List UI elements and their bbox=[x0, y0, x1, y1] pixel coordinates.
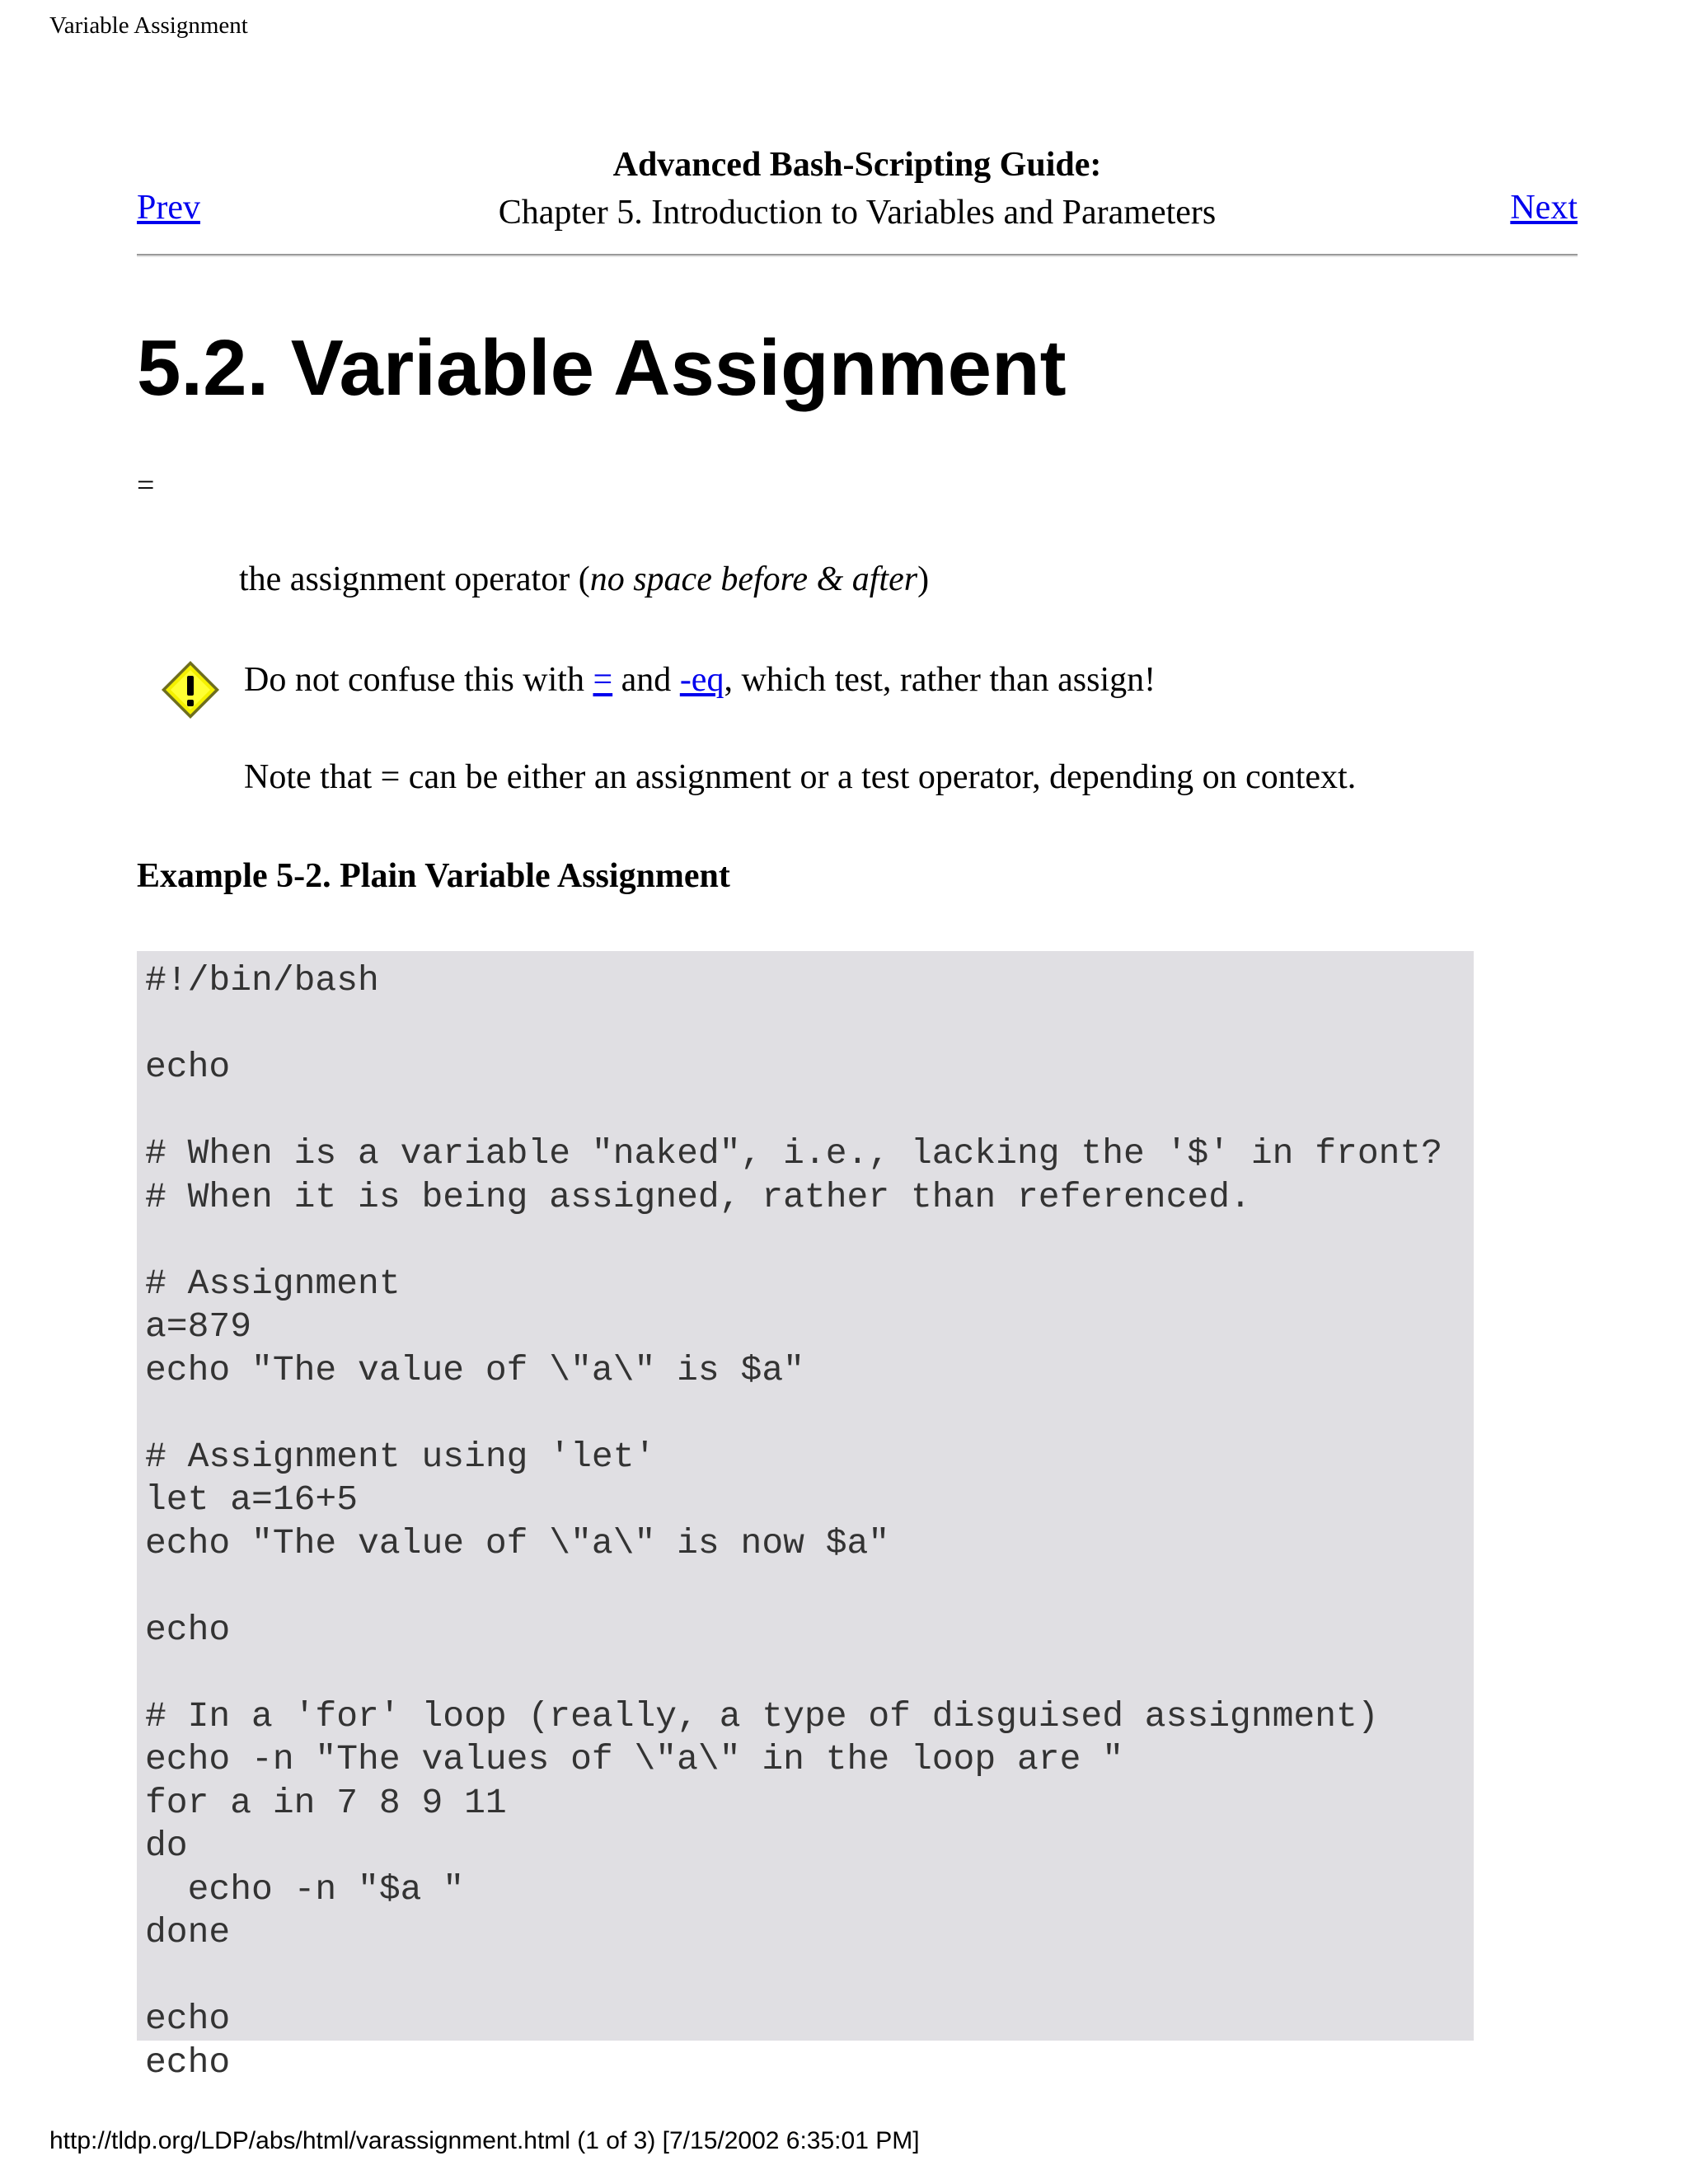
page-header-title: Variable Assignment bbox=[49, 12, 248, 39]
code-line: # When it is being assigned, rather than referenced. bbox=[145, 1176, 1251, 1217]
guide-title: Advanced Bash-Scripting Guide: bbox=[612, 146, 1102, 184]
definition-text-before: the assignment operator ( bbox=[239, 560, 590, 598]
caution-text bbox=[244, 658, 1156, 702]
code-line bbox=[145, 1565, 1474, 1609]
caution-text-3: , which test, rather than assign! bbox=[724, 661, 1156, 699]
code-line bbox=[145, 1652, 1474, 1695]
page-footer: http://tldp.org/LDP/abs/html/varassignment.html (1 of 3) [7/15/2002 6:35:01 PM] bbox=[49, 2127, 920, 2154]
definition-text-italic: no space before & after bbox=[589, 560, 918, 598]
code-line: echo -n "$a " bbox=[145, 1868, 465, 1910]
example-title: Example 5-2. Plain Variable Assignment bbox=[137, 857, 730, 895]
section-title: 5.2. Variable Assignment bbox=[137, 324, 1067, 412]
code-line: # Assignment using 'let' bbox=[145, 1436, 656, 1477]
code-line: done bbox=[145, 1912, 231, 1952]
code-line bbox=[145, 1392, 1474, 1436]
code-line: echo bbox=[145, 1999, 231, 2039]
code-line: a=879 bbox=[145, 1306, 252, 1347]
code-line: let a=16+5 bbox=[145, 1479, 359, 1520]
caution-text-2: and bbox=[612, 661, 680, 699]
code-line: echo "The value of \"a\" is now $a" bbox=[145, 1522, 890, 1563]
code-line bbox=[145, 1003, 1474, 1047]
code-line: # Assignment bbox=[145, 1263, 401, 1304]
code-line: #!/bin/bash bbox=[145, 960, 379, 1001]
chapter-title: Chapter 5. Introduction to Variables and Parameters bbox=[498, 194, 1217, 232]
equals-test-link[interactable]: = bbox=[593, 661, 613, 699]
definition-text-after: ) bbox=[917, 560, 930, 598]
code-line bbox=[145, 1219, 1474, 1263]
code-line bbox=[145, 1090, 1474, 1133]
code-line: for a in 7 8 9 11 bbox=[145, 1782, 507, 1823]
definition-term: = bbox=[137, 468, 155, 503]
code-line: do bbox=[145, 1825, 188, 1866]
header-divider bbox=[137, 254, 1578, 257]
eq-test-link[interactable]: -eq bbox=[679, 661, 724, 699]
caution-text-1: Do not confuse this with bbox=[244, 661, 593, 699]
code-line: echo bbox=[145, 1047, 231, 1087]
note-text: Note that = can be either an assignment or a test operator, depending on context. bbox=[244, 758, 1357, 796]
code-line: echo bbox=[145, 2041, 231, 2083]
navigation-header bbox=[137, 142, 1578, 259]
code-line: echo "The value of \"a\" is $a" bbox=[145, 1349, 804, 1390]
code-line: echo bbox=[145, 1609, 231, 1650]
code-line: # In a 'for' loop (really, a type of disguised assignment) bbox=[145, 1695, 1379, 1736]
code-line: # When is a variable "naked", i.e., lacking the '$' in front? bbox=[145, 1133, 1443, 1174]
code-line bbox=[145, 1955, 1474, 1999]
next-link[interactable]: Next bbox=[1510, 189, 1578, 227]
definition-description bbox=[239, 557, 929, 602]
code-block bbox=[137, 951, 1474, 2083]
warning-icon bbox=[158, 658, 223, 722]
code-line: echo -n "The values of \"a\" in the loop are " bbox=[145, 1739, 1123, 1779]
prev-link[interactable]: Prev bbox=[137, 189, 200, 227]
